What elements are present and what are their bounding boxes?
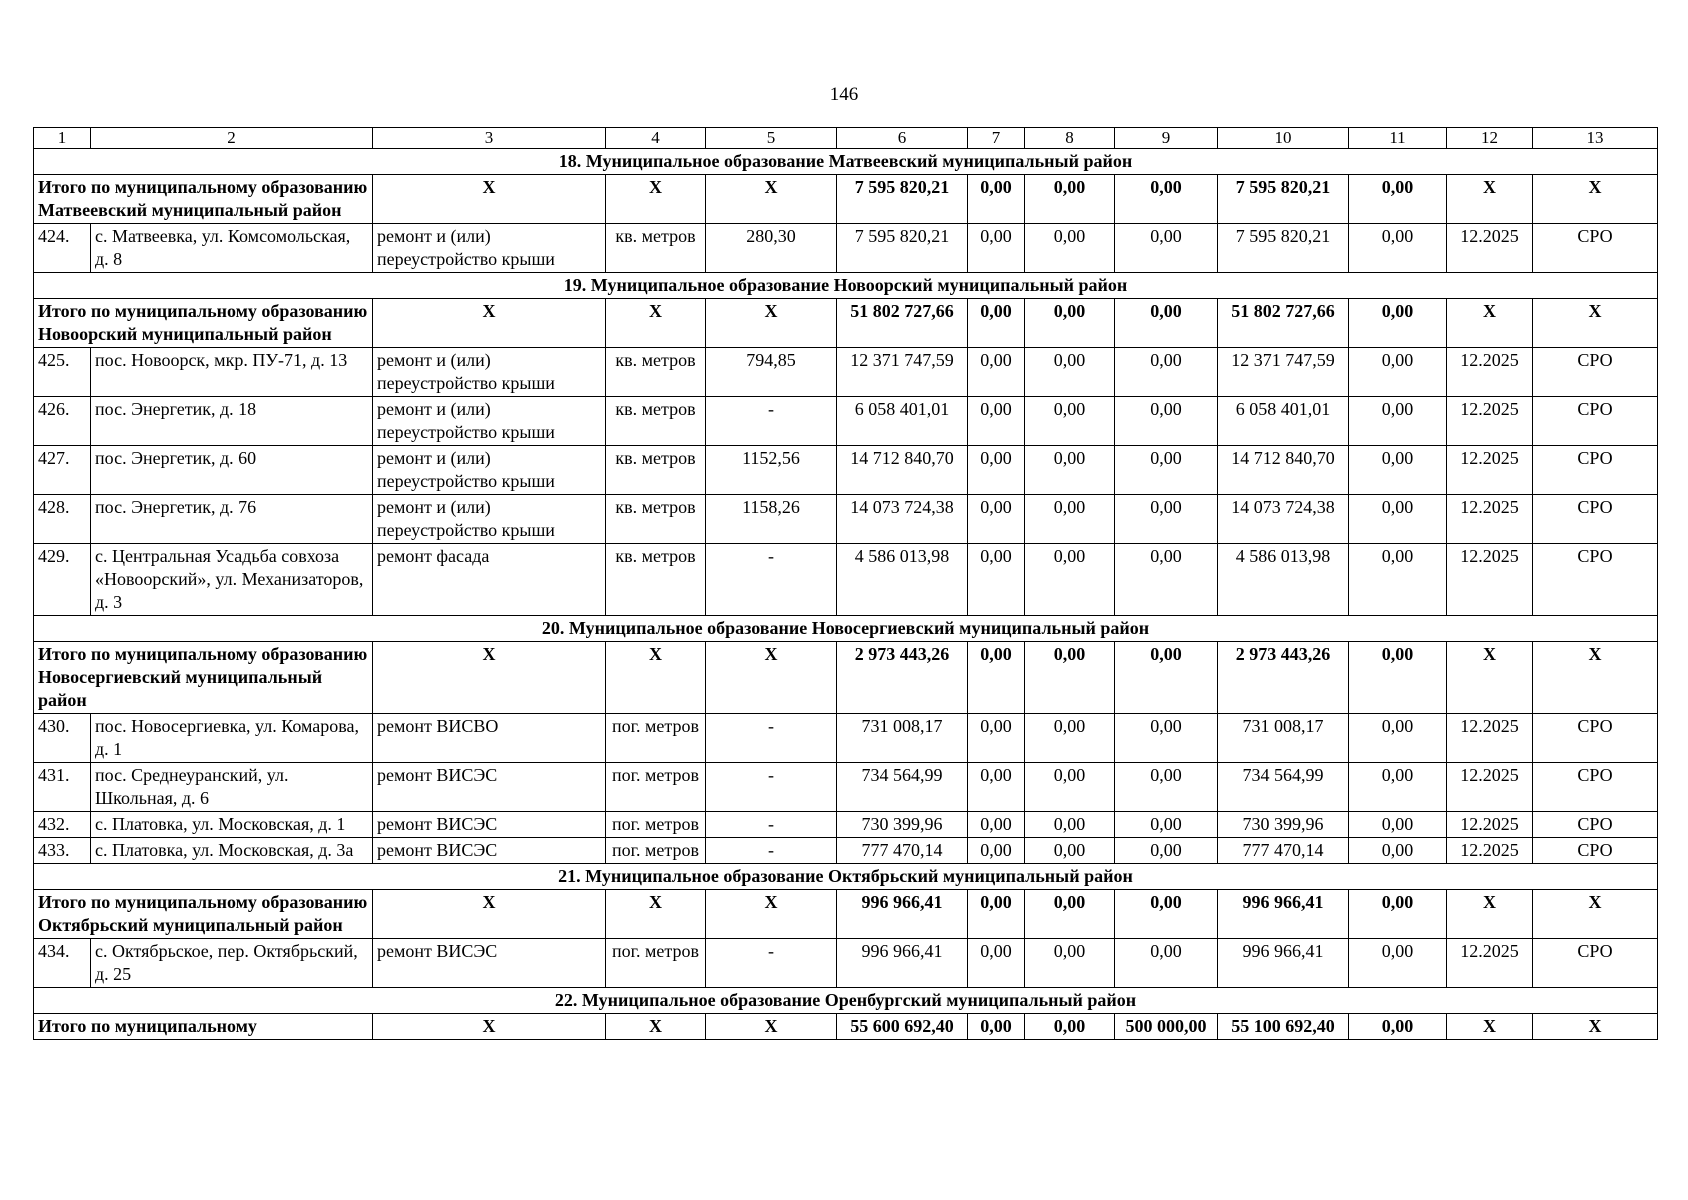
total-amount-c8: 0,00 xyxy=(1025,175,1115,224)
total-contractor: X xyxy=(1533,175,1658,224)
row-amount-c8: 0,00 xyxy=(1025,224,1115,273)
section-header-row xyxy=(34,273,1658,299)
row-number: 433. xyxy=(34,838,91,864)
total-row xyxy=(34,642,1658,714)
column-number: 10 xyxy=(1218,128,1349,149)
row-amount-c6: 777 470,14 xyxy=(837,838,968,864)
row-number: 428. xyxy=(34,495,91,544)
row-number: 434. xyxy=(34,939,91,988)
total-amount-c11: 0,00 xyxy=(1349,299,1447,348)
total-amount-c6: 996 966,41 xyxy=(837,890,968,939)
total-volume: X xyxy=(706,299,837,348)
row-volume: - xyxy=(706,763,837,812)
row-amount-c6: 6 058 401,01 xyxy=(837,397,968,446)
total-work-type: X xyxy=(373,175,606,224)
row-contractor: СРО xyxy=(1533,763,1658,812)
table-row xyxy=(34,446,1658,495)
row-amount-c10: 730 399,96 xyxy=(1218,812,1349,838)
total-amount-c8: 0,00 xyxy=(1025,890,1115,939)
row-amount-c8: 0,00 xyxy=(1025,348,1115,397)
row-address: пос. Энергетик, д. 76 xyxy=(91,495,373,544)
column-number: 5 xyxy=(706,128,837,149)
row-number: 424. xyxy=(34,224,91,273)
total-amount-c6: 51 802 727,66 xyxy=(837,299,968,348)
row-amount-c8: 0,00 xyxy=(1025,939,1115,988)
row-amount-c7: 0,00 xyxy=(968,544,1025,616)
total-unit: X xyxy=(606,175,706,224)
total-volume: X xyxy=(706,890,837,939)
row-amount-c11: 0,00 xyxy=(1349,397,1447,446)
row-amount-c7: 0,00 xyxy=(968,812,1025,838)
row-amount-c10: 731 008,17 xyxy=(1218,714,1349,763)
row-amount-c8: 0,00 xyxy=(1025,838,1115,864)
total-volume: X xyxy=(706,642,837,714)
total-amount-c10: 51 802 727,66 xyxy=(1218,299,1349,348)
row-number: 431. xyxy=(34,763,91,812)
row-amount-c9: 0,00 xyxy=(1115,812,1218,838)
total-deadline: X xyxy=(1447,175,1533,224)
row-volume: - xyxy=(706,939,837,988)
row-amount-c11: 0,00 xyxy=(1349,544,1447,616)
row-address: пос. Новоорск, мкр. ПУ-71, д. 13 xyxy=(91,348,373,397)
row-amount-c10: 6 058 401,01 xyxy=(1218,397,1349,446)
row-work-type: ремонт ВИСЭС xyxy=(373,763,606,812)
row-unit: пог. метров xyxy=(606,838,706,864)
total-amount-c10: 2 973 443,26 xyxy=(1218,642,1349,714)
row-amount-c7: 0,00 xyxy=(968,838,1025,864)
row-work-type: ремонт ВИСЭС xyxy=(373,838,606,864)
row-amount-c9: 0,00 xyxy=(1115,714,1218,763)
row-amount-c10: 734 564,99 xyxy=(1218,763,1349,812)
row-amount-c9: 0,00 xyxy=(1115,446,1218,495)
row-contractor: СРО xyxy=(1533,544,1658,616)
total-unit: X xyxy=(606,299,706,348)
row-address: с. Центральная Усадьба совхоза «Новоорский», ул. Механизаторов, д. 3 xyxy=(91,544,373,616)
column-number: 11 xyxy=(1349,128,1447,149)
row-unit: кв. метров xyxy=(606,348,706,397)
row-unit: пог. метров xyxy=(606,939,706,988)
row-amount-c11: 0,00 xyxy=(1349,939,1447,988)
row-amount-c10: 996 966,41 xyxy=(1218,939,1349,988)
row-work-type: ремонт ВИСЭС xyxy=(373,812,606,838)
row-amount-c9: 0,00 xyxy=(1115,348,1218,397)
row-volume: - xyxy=(706,544,837,616)
total-work-type: X xyxy=(373,1014,606,1040)
row-volume: 1158,26 xyxy=(706,495,837,544)
row-amount-c6: 996 966,41 xyxy=(837,939,968,988)
table-row xyxy=(34,224,1658,273)
row-volume: - xyxy=(706,838,837,864)
row-amount-c7: 0,00 xyxy=(968,763,1025,812)
total-row xyxy=(34,890,1658,939)
row-amount-c6: 12 371 747,59 xyxy=(837,348,968,397)
section-header-row xyxy=(34,988,1658,1014)
total-contractor: X xyxy=(1533,299,1658,348)
row-amount-c7: 0,00 xyxy=(968,397,1025,446)
row-amount-c7: 0,00 xyxy=(968,714,1025,763)
row-volume: - xyxy=(706,714,837,763)
row-number: 425. xyxy=(34,348,91,397)
row-address: с. Платовка, ул. Московская, д. 1 xyxy=(91,812,373,838)
row-work-type: ремонт ВИСВО xyxy=(373,714,606,763)
total-row xyxy=(34,175,1658,224)
row-amount-c8: 0,00 xyxy=(1025,397,1115,446)
column-number: 1 xyxy=(34,128,91,149)
table-row xyxy=(34,495,1658,544)
row-address: пос. Энергетик, д. 60 xyxy=(91,446,373,495)
total-label: Итого по муниципальному образованию Октябрьский муниципальный район xyxy=(34,890,373,939)
column-number: 9 xyxy=(1115,128,1218,149)
row-contractor: СРО xyxy=(1533,348,1658,397)
column-number: 2 xyxy=(91,128,373,149)
row-amount-c6: 731 008,17 xyxy=(837,714,968,763)
total-amount-c9: 0,00 xyxy=(1115,299,1218,348)
row-number: 426. xyxy=(34,397,91,446)
row-work-type: ремонт и (или) переустройство крыши xyxy=(373,446,606,495)
row-deadline: 12.2025 xyxy=(1447,763,1533,812)
row-amount-c6: 7 595 820,21 xyxy=(837,224,968,273)
section-title: 21. Муниципальное образование Октябрьский муниципальный район xyxy=(34,864,1658,890)
column-number: 6 xyxy=(837,128,968,149)
row-amount-c9: 0,00 xyxy=(1115,224,1218,273)
total-deadline: X xyxy=(1447,642,1533,714)
total-amount-c7: 0,00 xyxy=(968,299,1025,348)
row-volume: 794,85 xyxy=(706,348,837,397)
row-amount-c9: 0,00 xyxy=(1115,544,1218,616)
total-label: Итого по муниципальному образованию Новоорский муниципальный район xyxy=(34,299,373,348)
row-deadline: 12.2025 xyxy=(1447,224,1533,273)
total-amount-c7: 0,00 xyxy=(968,175,1025,224)
total-work-type: X xyxy=(373,890,606,939)
row-amount-c11: 0,00 xyxy=(1349,495,1447,544)
total-amount-c11: 0,00 xyxy=(1349,890,1447,939)
total-deadline: X xyxy=(1447,1014,1533,1040)
row-amount-c9: 0,00 xyxy=(1115,397,1218,446)
row-amount-c10: 4 586 013,98 xyxy=(1218,544,1349,616)
row-work-type: ремонт фасада xyxy=(373,544,606,616)
row-amount-c7: 0,00 xyxy=(968,224,1025,273)
row-deadline: 12.2025 xyxy=(1447,495,1533,544)
row-contractor: СРО xyxy=(1533,446,1658,495)
row-unit: пог. метров xyxy=(606,763,706,812)
row-unit: кв. метров xyxy=(606,544,706,616)
row-address: пос. Среднеуранский, ул. Школьная, д. 6 xyxy=(91,763,373,812)
row-contractor: СРО xyxy=(1533,838,1658,864)
row-address: пос. Энергетик, д. 18 xyxy=(91,397,373,446)
column-number: 4 xyxy=(606,128,706,149)
row-volume: 1152,56 xyxy=(706,446,837,495)
total-row xyxy=(34,299,1658,348)
total-amount-c8: 0,00 xyxy=(1025,299,1115,348)
section-title: 22. Муниципальное образование Оренбургский муниципальный район xyxy=(34,988,1658,1014)
column-number: 8 xyxy=(1025,128,1115,149)
row-unit: пог. метров xyxy=(606,812,706,838)
total-amount-c9: 500 000,00 xyxy=(1115,1014,1218,1040)
row-work-type: ремонт и (или) переустройство крыши xyxy=(373,224,606,273)
row-amount-c10: 12 371 747,59 xyxy=(1218,348,1349,397)
row-amount-c7: 0,00 xyxy=(968,495,1025,544)
row-deadline: 12.2025 xyxy=(1447,544,1533,616)
table-row xyxy=(34,397,1658,446)
total-amount-c7: 0,00 xyxy=(968,890,1025,939)
row-contractor: СРО xyxy=(1533,495,1658,544)
row-address: с. Платовка, ул. Московская, д. 3а xyxy=(91,838,373,864)
total-deadline: X xyxy=(1447,890,1533,939)
table-row xyxy=(34,348,1658,397)
table-row xyxy=(34,812,1658,838)
total-amount-c9: 0,00 xyxy=(1115,890,1218,939)
section-title: 20. Муниципальное образование Новосергиевский муниципальный район xyxy=(34,616,1658,642)
total-label: Итого по муниципальному образованию Матвеевский муниципальный район xyxy=(34,175,373,224)
row-amount-c8: 0,00 xyxy=(1025,446,1115,495)
total-amount-c7: 0,00 xyxy=(968,642,1025,714)
total-amount-c6: 2 973 443,26 xyxy=(837,642,968,714)
row-deadline: 12.2025 xyxy=(1447,446,1533,495)
row-amount-c9: 0,00 xyxy=(1115,838,1218,864)
row-number: 432. xyxy=(34,812,91,838)
row-amount-c8: 0,00 xyxy=(1025,763,1115,812)
total-contractor: X xyxy=(1533,642,1658,714)
row-amount-c8: 0,00 xyxy=(1025,495,1115,544)
row-amount-c11: 0,00 xyxy=(1349,348,1447,397)
row-number: 427. xyxy=(34,446,91,495)
total-contractor: X xyxy=(1533,1014,1658,1040)
row-contractor: СРО xyxy=(1533,714,1658,763)
total-work-type: X xyxy=(373,642,606,714)
row-amount-c11: 0,00 xyxy=(1349,763,1447,812)
row-work-type: ремонт и (или) переустройство крыши xyxy=(373,495,606,544)
row-amount-c7: 0,00 xyxy=(968,939,1025,988)
row-deadline: 12.2025 xyxy=(1447,348,1533,397)
row-amount-c9: 0,00 xyxy=(1115,939,1218,988)
row-amount-c11: 0,00 xyxy=(1349,838,1447,864)
row-volume: - xyxy=(706,812,837,838)
row-address: с. Матвеевка, ул. Комсомольская, д. 8 xyxy=(91,224,373,273)
total-unit: X xyxy=(606,890,706,939)
table-row xyxy=(34,763,1658,812)
row-unit: кв. метров xyxy=(606,224,706,273)
row-amount-c6: 14 073 724,38 xyxy=(837,495,968,544)
row-deadline: 12.2025 xyxy=(1447,714,1533,763)
program-table xyxy=(33,127,1658,1040)
total-volume: X xyxy=(706,1014,837,1040)
total-amount-c11: 0,00 xyxy=(1349,175,1447,224)
total-amount-c10: 55 100 692,40 xyxy=(1218,1014,1349,1040)
row-number: 430. xyxy=(34,714,91,763)
total-label: Итого по муниципальному xyxy=(34,1014,373,1040)
total-deadline: X xyxy=(1447,299,1533,348)
total-amount-c6: 55 600 692,40 xyxy=(837,1014,968,1040)
column-number: 13 xyxy=(1533,128,1658,149)
row-contractor: СРО xyxy=(1533,397,1658,446)
row-amount-c6: 14 712 840,70 xyxy=(837,446,968,495)
row-work-type: ремонт ВИСЭС xyxy=(373,939,606,988)
column-number: 12 xyxy=(1447,128,1533,149)
column-number: 7 xyxy=(968,128,1025,149)
row-amount-c8: 0,00 xyxy=(1025,714,1115,763)
row-contractor: СРО xyxy=(1533,939,1658,988)
total-unit: X xyxy=(606,1014,706,1040)
row-work-type: ремонт и (или) переустройство крыши xyxy=(373,348,606,397)
row-contractor: СРО xyxy=(1533,812,1658,838)
row-amount-c7: 0,00 xyxy=(968,446,1025,495)
row-amount-c9: 0,00 xyxy=(1115,763,1218,812)
total-contractor: X xyxy=(1533,890,1658,939)
total-row xyxy=(34,1014,1658,1040)
section-header-row xyxy=(34,149,1658,175)
column-number-row xyxy=(34,128,1658,149)
section-title: 19. Муниципальное образование Новоорский муниципальный район xyxy=(34,273,1658,299)
table-body xyxy=(34,128,1658,1040)
total-volume: X xyxy=(706,175,837,224)
row-unit: пог. метров xyxy=(606,714,706,763)
column-number: 3 xyxy=(373,128,606,149)
row-amount-c11: 0,00 xyxy=(1349,224,1447,273)
total-amount-c11: 0,00 xyxy=(1349,1014,1447,1040)
total-amount-c11: 0,00 xyxy=(1349,642,1447,714)
row-amount-c6: 730 399,96 xyxy=(837,812,968,838)
total-work-type: X xyxy=(373,299,606,348)
row-amount-c7: 0,00 xyxy=(968,348,1025,397)
section-title: 18. Муниципальное образование Матвеевский муниципальный район xyxy=(34,149,1658,175)
row-deadline: 12.2025 xyxy=(1447,812,1533,838)
row-deadline: 12.2025 xyxy=(1447,939,1533,988)
total-label: Итого по муниципальному образованию Новосергиевский муниципальный район xyxy=(34,642,373,714)
row-unit: кв. метров xyxy=(606,446,706,495)
row-unit: кв. метров xyxy=(606,397,706,446)
row-deadline: 12.2025 xyxy=(1447,397,1533,446)
row-amount-c9: 0,00 xyxy=(1115,495,1218,544)
row-unit: кв. метров xyxy=(606,495,706,544)
total-amount-c8: 0,00 xyxy=(1025,642,1115,714)
row-amount-c8: 0,00 xyxy=(1025,812,1115,838)
row-amount-c10: 7 595 820,21 xyxy=(1218,224,1349,273)
row-work-type: ремонт и (или) переустройство крыши xyxy=(373,397,606,446)
total-amount-c10: 996 966,41 xyxy=(1218,890,1349,939)
row-contractor: СРО xyxy=(1533,224,1658,273)
row-amount-c6: 734 564,99 xyxy=(837,763,968,812)
row-address: пос. Новосергиевка, ул. Комарова, д. 1 xyxy=(91,714,373,763)
total-amount-c6: 7 595 820,21 xyxy=(837,175,968,224)
total-amount-c9: 0,00 xyxy=(1115,642,1218,714)
row-amount-c11: 0,00 xyxy=(1349,812,1447,838)
table-row xyxy=(34,838,1658,864)
total-amount-c7: 0,00 xyxy=(968,1014,1025,1040)
row-amount-c6: 4 586 013,98 xyxy=(837,544,968,616)
row-deadline: 12.2025 xyxy=(1447,838,1533,864)
row-amount-c8: 0,00 xyxy=(1025,544,1115,616)
table-row xyxy=(34,939,1658,988)
row-address: с. Октябрьское, пер. Октябрьский, д. 25 xyxy=(91,939,373,988)
total-amount-c9: 0,00 xyxy=(1115,175,1218,224)
section-header-row xyxy=(34,616,1658,642)
row-amount-c10: 777 470,14 xyxy=(1218,838,1349,864)
total-unit: X xyxy=(606,642,706,714)
row-amount-c11: 0,00 xyxy=(1349,446,1447,495)
page-number: 146 xyxy=(829,84,859,105)
row-volume: 280,30 xyxy=(706,224,837,273)
row-volume: - xyxy=(706,397,837,446)
table-row xyxy=(34,714,1658,763)
table-row xyxy=(34,544,1658,616)
section-header-row xyxy=(34,864,1658,890)
row-amount-c10: 14 712 840,70 xyxy=(1218,446,1349,495)
row-number: 429. xyxy=(34,544,91,616)
row-amount-c10: 14 073 724,38 xyxy=(1218,495,1349,544)
total-amount-c10: 7 595 820,21 xyxy=(1218,175,1349,224)
total-amount-c8: 0,00 xyxy=(1025,1014,1115,1040)
row-amount-c11: 0,00 xyxy=(1349,714,1447,763)
